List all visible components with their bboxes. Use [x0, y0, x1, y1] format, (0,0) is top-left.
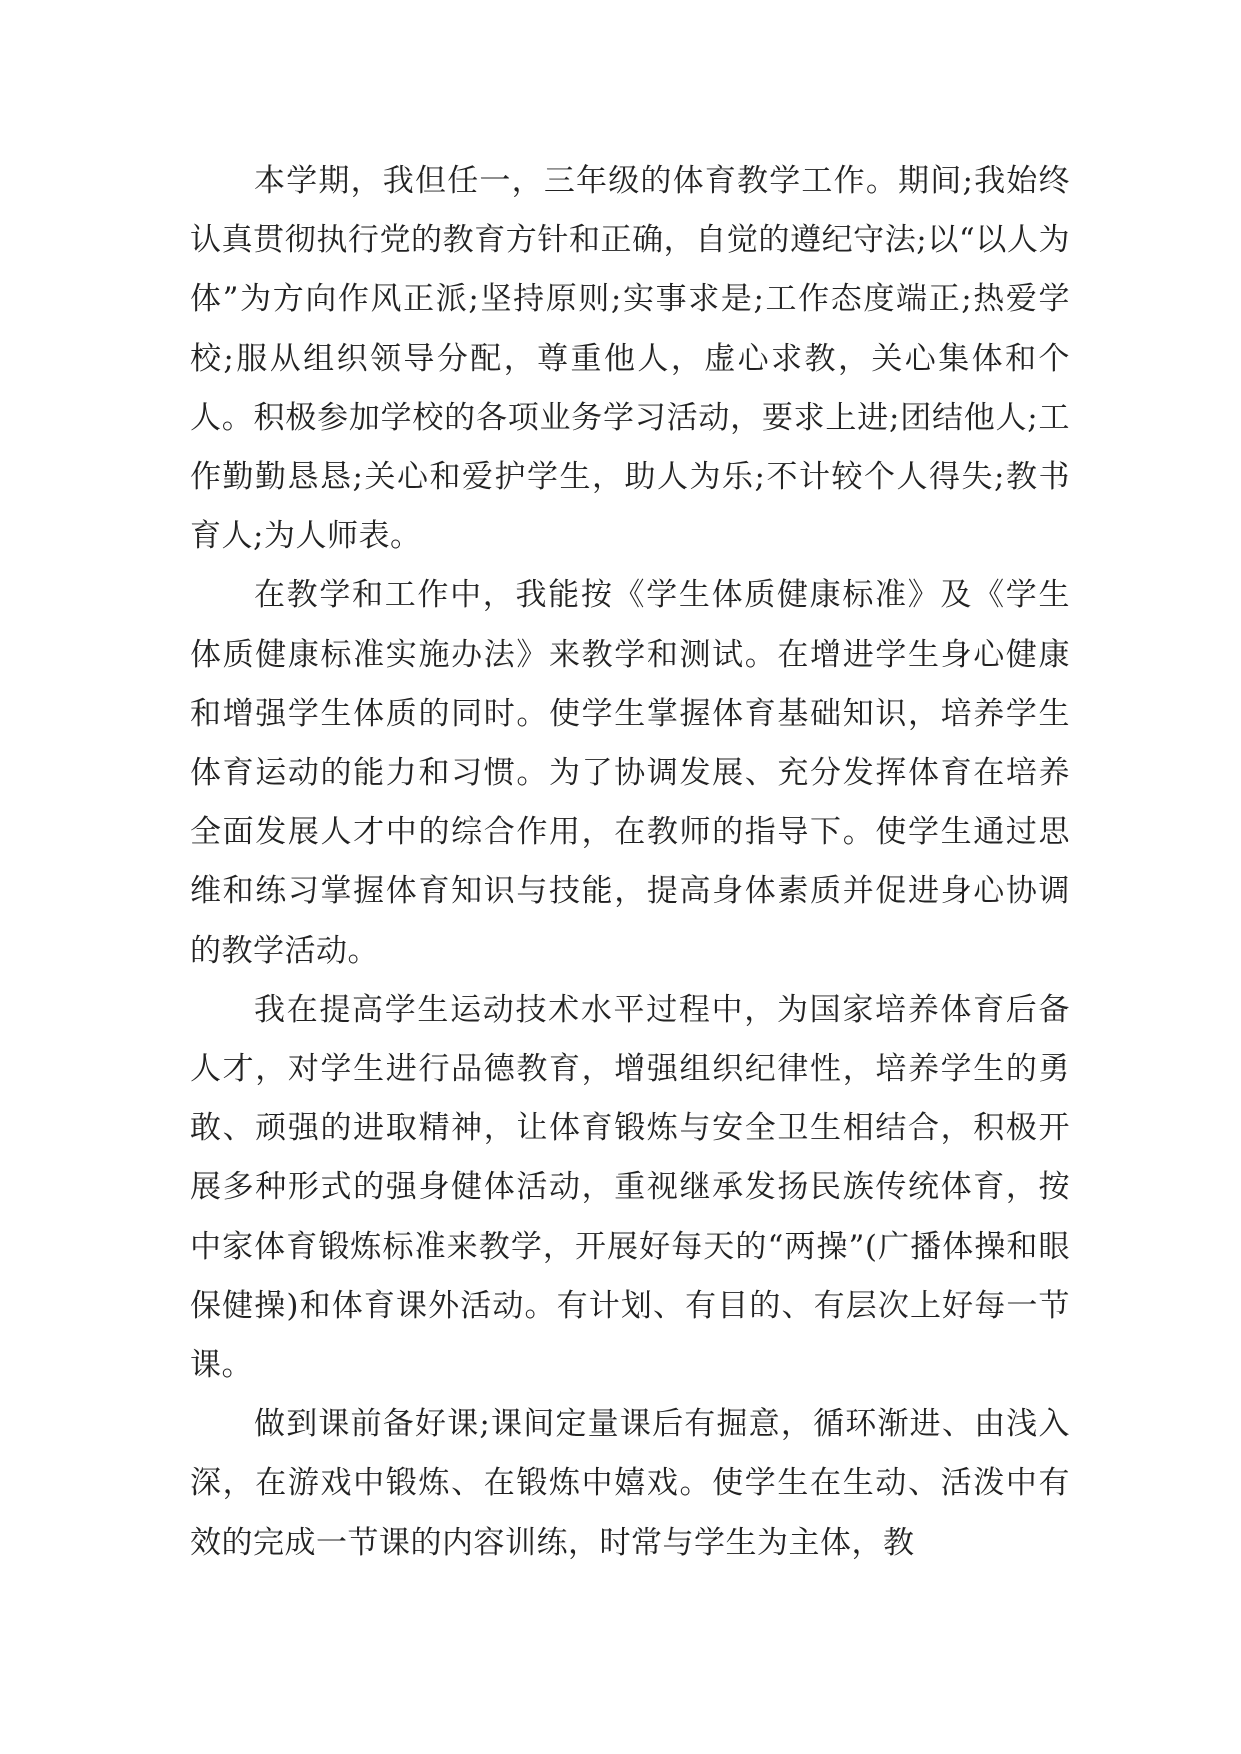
- paragraph: 做到课前备好课;课间定量课后有掘意，循环渐进、由浅入深，在游戏中锻炼、在锻炼中嬉戏。使学生在生动、活泼中有效的完成一节课的内容训练，时常与学生为主体，教: [190, 1406, 1070, 1561]
- paragraph: 在教学和工作中，我能按《学生体质健康标准》及《学生体质健康标准实施办法》来教学和测试。在增进学生身心健康和增强学生体质的同时。使学生掌握体育基础知识，培养学生体育运动的能力和习惯。为了协调发展、充分发挥体育在培养全面发展人才中的综合作用，在教师的指导下。使学生通过思维和练习掌握体育知识与技能，提高身体素质并促进身心协调的教学活动。: [190, 577, 1070, 969]
- paragraph: 我在提高学生运动技术水平过程中，为国家培养体育后备人才，对学生进行品德教育，增强组织纪律性，培养学生的勇敢、顽强的进取精神，让体育锻炼与安全卫生相结合，积极开展多种形式的强身健体活动，重视继承发扬民族传统体育，按中家体育锻炼标准来教学，开展好每天的“两操”(广播体操和眼保健操)和体育课外活动。有计划、有目的、有层次上好每一节课。: [190, 991, 1070, 1384]
- document-body: [190, 152, 1070, 1573]
- paragraph: 本学期，我但任一，三年级的体育教学工作。期间;我始终认真贯彻执行党的教育方针和正确，自觉的遵纪守法;以“以人为体”为方向作风正派;坚持原则;实事求是;工作态度端正;热爱学校;服从组织领导分配，尊重他人，虚心求教，关心集体和个人。积极参加学校的各项业务学习活动，要求上进;团结他人;工作勤勤恳恳;关心和爱护学生，助人为乐;不计较个人得失;教书育人;为人师表。: [190, 163, 1070, 555]
